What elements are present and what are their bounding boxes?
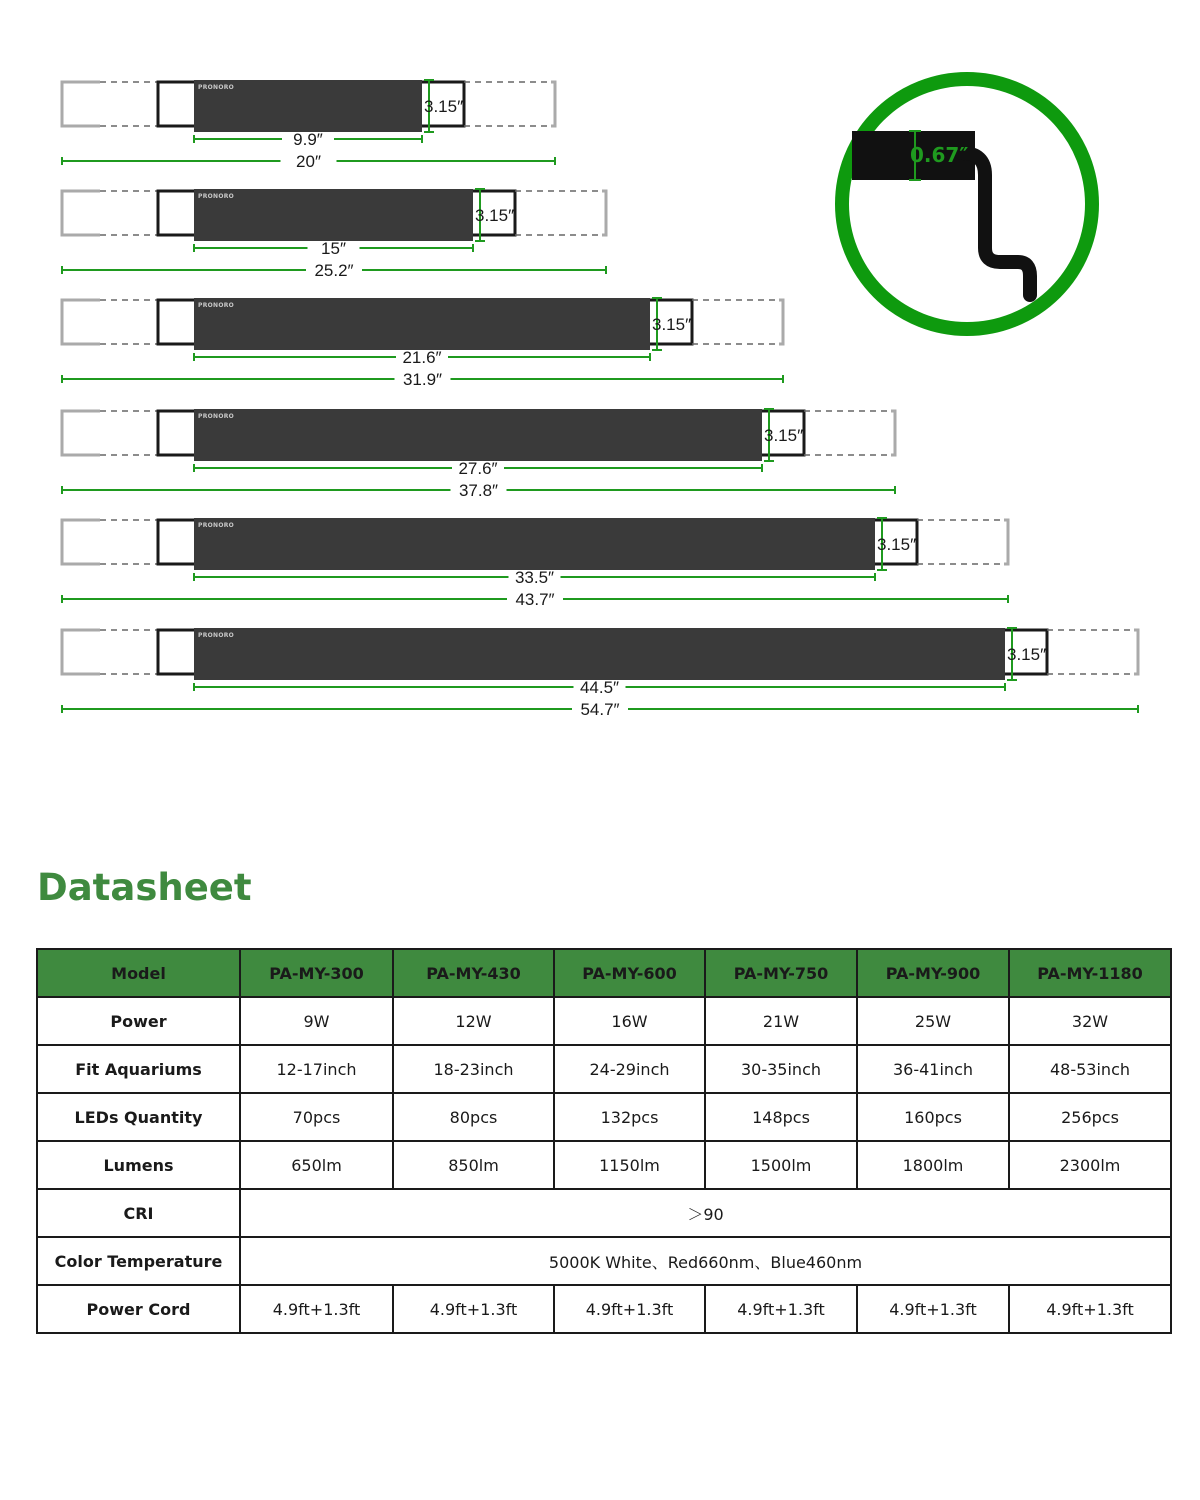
brand-label: PRONORO bbox=[198, 632, 235, 639]
table-cell: 4.9ft+1.3ft bbox=[393, 1285, 554, 1333]
header-model-label: Model bbox=[37, 949, 240, 997]
height-label: 3.15″ bbox=[764, 426, 804, 445]
table-cell: 850lm bbox=[393, 1141, 554, 1189]
table-row-color-temperature bbox=[37, 1237, 1171, 1285]
right-bracket-outline bbox=[551, 82, 555, 126]
left-bracket-outline bbox=[62, 630, 100, 674]
table-cell: ＞90 bbox=[240, 1189, 1171, 1237]
table-cell: 132pcs bbox=[554, 1093, 705, 1141]
left-bracket-outline bbox=[62, 191, 100, 235]
header-model: PA-MY-900 bbox=[857, 949, 1009, 997]
header-model: PA-MY-300 bbox=[240, 949, 393, 997]
body-length-label: 21.6″ bbox=[402, 348, 442, 367]
brand-label: PRONORO bbox=[198, 302, 235, 309]
row-label: Color Temperature bbox=[37, 1237, 240, 1285]
table-cell: 160pcs bbox=[857, 1093, 1009, 1141]
header-model: PA-MY-430 bbox=[393, 949, 554, 997]
total-length-label: 43.7″ bbox=[515, 590, 555, 609]
table-cell: 32W bbox=[1009, 997, 1171, 1045]
table-cell: 12-17inch bbox=[240, 1045, 393, 1093]
thickness-label: 0.67″ bbox=[910, 143, 969, 167]
left-bracket-outline bbox=[62, 411, 100, 455]
height-label: 3.15″ bbox=[1007, 645, 1047, 664]
table-cell: 148pcs bbox=[705, 1093, 857, 1141]
right-bracket-outline bbox=[779, 300, 783, 344]
table-cell: 5000K White、Red660nm、Blue460nm bbox=[240, 1237, 1171, 1285]
header-model: PA-MY-750 bbox=[705, 949, 857, 997]
datasheet-title: Datasheet bbox=[37, 866, 252, 909]
table-cell: 36-41inch bbox=[857, 1045, 1009, 1093]
light-body bbox=[194, 409, 762, 461]
light-dimension-diagram bbox=[0, 0, 1200, 740]
row-label: Lumens bbox=[37, 1141, 240, 1189]
table-cell: 9W bbox=[240, 997, 393, 1045]
brand-label: PRONORO bbox=[198, 522, 235, 529]
light-unit bbox=[62, 628, 1138, 719]
height-label: 3.15″ bbox=[652, 315, 692, 334]
table-row-power bbox=[37, 997, 1171, 1045]
left-bracket-outline bbox=[62, 300, 100, 344]
brand-label: PRONORO bbox=[198, 413, 235, 420]
total-length-label: 31.9″ bbox=[402, 370, 443, 389]
left-bracket bbox=[158, 520, 194, 564]
table-cell: 80pcs bbox=[393, 1093, 554, 1141]
light-unit bbox=[62, 409, 895, 500]
left-bracket bbox=[158, 630, 194, 674]
height-label: 3.15″ bbox=[877, 535, 917, 554]
light-unit bbox=[62, 189, 606, 280]
left-bracket-outline bbox=[62, 82, 100, 126]
light-body bbox=[194, 189, 473, 241]
left-bracket bbox=[158, 411, 194, 455]
total-length-label: 20″ bbox=[296, 152, 321, 171]
table-cell: 24-29inch bbox=[554, 1045, 705, 1093]
header-model: PA-MY-600 bbox=[554, 949, 705, 997]
brand-label: PRONORO bbox=[198, 84, 235, 91]
table-cell: 4.9ft+1.3ft bbox=[1009, 1285, 1171, 1333]
total-length-label: 25.2″ bbox=[314, 261, 354, 280]
light-body bbox=[194, 298, 650, 350]
table-cell: 30-35inch bbox=[705, 1045, 857, 1093]
table-cell: 256pcs bbox=[1009, 1093, 1171, 1141]
total-length-label: 54.7″ bbox=[580, 700, 620, 719]
row-label: Power Cord bbox=[37, 1285, 240, 1333]
right-bracket-outline bbox=[602, 191, 606, 235]
table-cell: 12W bbox=[393, 997, 554, 1045]
light-body bbox=[194, 628, 1005, 680]
table-row-lumens bbox=[37, 1141, 1171, 1189]
row-label: LEDs Quantity bbox=[37, 1093, 240, 1141]
table-header-row bbox=[37, 949, 1171, 997]
detail-circle bbox=[842, 79, 1092, 329]
light-unit bbox=[62, 518, 1008, 609]
body-length-label: 9.9″ bbox=[293, 130, 323, 149]
brand-label: PRONORO bbox=[198, 193, 235, 200]
table-cell: 25W bbox=[857, 997, 1009, 1045]
table-cell: 1150lm bbox=[554, 1141, 705, 1189]
body-length-label: 27.6″ bbox=[458, 459, 498, 478]
table-cell: 16W bbox=[554, 997, 705, 1045]
table-cell: 70pcs bbox=[240, 1093, 393, 1141]
total-length-label: 37.8″ bbox=[458, 481, 499, 500]
table-cell: 4.9ft+1.3ft bbox=[857, 1285, 1009, 1333]
header-model: PA-MY-1180 bbox=[1009, 949, 1171, 997]
light-unit bbox=[62, 298, 783, 389]
light-unit bbox=[62, 80, 555, 171]
left-bracket-outline bbox=[62, 520, 100, 564]
table-cell: 1500lm bbox=[705, 1141, 857, 1189]
row-label: Power bbox=[37, 997, 240, 1045]
table-cell: 1800lm bbox=[857, 1141, 1009, 1189]
height-label: 3.15″ bbox=[424, 97, 464, 116]
thickness-detail bbox=[842, 79, 1092, 329]
table-row-fit-aquariums bbox=[37, 1045, 1171, 1093]
right-bracket-outline bbox=[891, 411, 895, 455]
height-label: 3.15″ bbox=[475, 206, 515, 225]
table-cell: 4.9ft+1.3ft bbox=[705, 1285, 857, 1333]
table-row-leds bbox=[37, 1093, 1171, 1141]
table-cell: 4.9ft+1.3ft bbox=[554, 1285, 705, 1333]
left-bracket bbox=[158, 300, 194, 344]
table-row-cri bbox=[37, 1189, 1171, 1237]
right-bracket-outline bbox=[1004, 520, 1008, 564]
table-cell: 48-53inch bbox=[1009, 1045, 1171, 1093]
table-cell: 18-23inch bbox=[393, 1045, 554, 1093]
datasheet-table bbox=[36, 948, 1172, 1334]
table-cell: 650lm bbox=[240, 1141, 393, 1189]
table-cell: 4.9ft+1.3ft bbox=[240, 1285, 393, 1333]
body-length-label: 44.5″ bbox=[579, 678, 620, 697]
body-length-label: 15″ bbox=[321, 239, 346, 258]
table-cell: 21W bbox=[705, 997, 857, 1045]
left-bracket bbox=[158, 82, 194, 126]
row-label: Fit Aquariums bbox=[37, 1045, 240, 1093]
body-length-label: 33.5″ bbox=[514, 568, 555, 587]
table-cell: 2300lm bbox=[1009, 1141, 1171, 1189]
left-bracket bbox=[158, 191, 194, 235]
right-bracket-outline bbox=[1134, 630, 1138, 674]
light-body bbox=[194, 518, 875, 570]
row-label: CRI bbox=[37, 1189, 240, 1237]
table-row-power-cord bbox=[37, 1285, 1171, 1333]
